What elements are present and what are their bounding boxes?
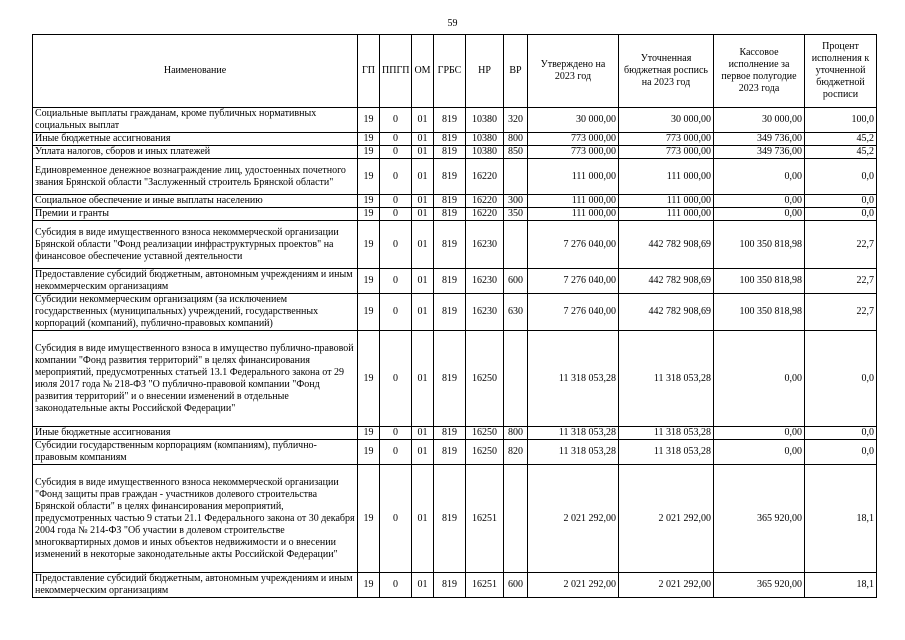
row-ppgp: 0 xyxy=(380,195,412,208)
header-grbs: ГРБС xyxy=(434,35,466,108)
row-approved: 2 021 292,00 xyxy=(528,573,619,598)
row-np: 10380 xyxy=(466,146,504,159)
row-np: 16251 xyxy=(466,573,504,598)
row-vr: 800 xyxy=(504,133,528,146)
row-grbs: 819 xyxy=(434,427,466,440)
table-row xyxy=(33,159,877,195)
table-row xyxy=(33,195,877,208)
row-approved: 2 021 292,00 xyxy=(528,465,619,573)
row-grbs: 819 xyxy=(434,440,466,465)
header-ppgp: ППГП xyxy=(380,35,412,108)
row-np: 16220 xyxy=(466,195,504,208)
row-om: 01 xyxy=(412,221,434,269)
row-refined: 773 000,00 xyxy=(619,146,714,159)
row-percent: 22,7 xyxy=(805,269,877,294)
row-ppgp: 0 xyxy=(380,269,412,294)
row-gp: 19 xyxy=(358,221,380,269)
row-name: Предоставление субсидий бюджетным, автономным учреждениям и иным некоммерческим организациям xyxy=(33,269,358,294)
row-np: 16230 xyxy=(466,294,504,331)
row-percent: 0,0 xyxy=(805,440,877,465)
header-om: ОМ xyxy=(412,35,434,108)
row-name: Субсидии некоммерческим организациям (за исключением государственных (муниципальных) учреждений, государственных корпораций (компаний), публично-правовых компаний) xyxy=(33,294,358,331)
row-grbs: 819 xyxy=(434,208,466,221)
row-approved: 111 000,00 xyxy=(528,195,619,208)
row-name: Субсидия в виде имущественного взноса некоммерческой организации "Фонд защиты прав граждан - участников долевого строительства Брянской области" в целях финансирования мероприятий, предусмотренных частью 9 статьи 21.1 Федерального закона от 30 декабря 2004 года № 214-ФЗ "Об участии в долевом строительстве многоквартирных домов и иных объектов недвижимости и о внесении изменений в некоторые законодательные акты Российской Федерации" xyxy=(33,465,358,573)
table-row xyxy=(33,440,877,465)
row-np: 10380 xyxy=(466,108,504,133)
row-om: 01 xyxy=(412,573,434,598)
row-grbs: 819 xyxy=(434,465,466,573)
row-om: 01 xyxy=(412,294,434,331)
header-vr: ВР xyxy=(504,35,528,108)
row-refined: 442 782 908,69 xyxy=(619,221,714,269)
row-approved: 773 000,00 xyxy=(528,133,619,146)
row-gp: 19 xyxy=(358,331,380,427)
row-grbs: 819 xyxy=(434,133,466,146)
row-om: 01 xyxy=(412,427,434,440)
table-row xyxy=(33,269,877,294)
row-cash: 349 736,00 xyxy=(714,133,805,146)
row-gp: 19 xyxy=(358,573,380,598)
row-percent: 45,2 xyxy=(805,146,877,159)
table-row xyxy=(33,294,877,331)
row-cash: 365 920,00 xyxy=(714,573,805,598)
row-vr: 820 xyxy=(504,440,528,465)
table-row xyxy=(33,573,877,598)
row-percent: 22,7 xyxy=(805,221,877,269)
table-row xyxy=(33,133,877,146)
row-percent: 0,0 xyxy=(805,208,877,221)
row-refined: 111 000,00 xyxy=(619,208,714,221)
table-row xyxy=(33,146,877,159)
row-grbs: 819 xyxy=(434,221,466,269)
row-gp: 19 xyxy=(358,108,380,133)
header-approved: Утверждено на 2023 год xyxy=(528,35,619,108)
row-np: 16251 xyxy=(466,465,504,573)
row-np: 16250 xyxy=(466,427,504,440)
row-ppgp: 0 xyxy=(380,573,412,598)
row-name: Социальное обеспечение и иные выплаты населению xyxy=(33,195,358,208)
row-ppgp: 0 xyxy=(380,331,412,427)
row-vr: 320 xyxy=(504,108,528,133)
row-percent: 0,0 xyxy=(805,427,877,440)
row-np: 16250 xyxy=(466,440,504,465)
header-refined: Уточненная бюджетная роспись на 2023 год xyxy=(619,35,714,108)
row-gp: 19 xyxy=(358,208,380,221)
row-grbs: 819 xyxy=(434,573,466,598)
budget-table xyxy=(32,34,877,598)
table-row xyxy=(33,427,877,440)
header-percent: Процент исполнения к уточненной бюджетной росписи xyxy=(805,35,877,108)
row-om: 01 xyxy=(412,146,434,159)
row-np: 16220 xyxy=(466,208,504,221)
page-number: 59 xyxy=(447,18,458,29)
row-refined: 111 000,00 xyxy=(619,195,714,208)
row-ppgp: 0 xyxy=(380,294,412,331)
row-name: Уплата налогов, сборов и иных платежей xyxy=(33,146,358,159)
row-om: 01 xyxy=(412,208,434,221)
table-row xyxy=(33,208,877,221)
row-cash: 100 350 818,98 xyxy=(714,269,805,294)
row-np: 16230 xyxy=(466,269,504,294)
row-gp: 19 xyxy=(358,195,380,208)
row-name: Социальные выплаты гражданам, кроме публичных нормативных социальных выплат xyxy=(33,108,358,133)
row-ppgp: 0 xyxy=(380,221,412,269)
row-grbs: 819 xyxy=(434,159,466,195)
row-name: Премии и гранты xyxy=(33,208,358,221)
row-om: 01 xyxy=(412,465,434,573)
row-approved: 30 000,00 xyxy=(528,108,619,133)
row-om: 01 xyxy=(412,195,434,208)
row-approved: 111 000,00 xyxy=(528,159,619,195)
row-approved: 7 276 040,00 xyxy=(528,269,619,294)
row-cash: 349 736,00 xyxy=(714,146,805,159)
row-refined: 11 318 053,28 xyxy=(619,427,714,440)
row-om: 01 xyxy=(412,108,434,133)
row-om: 01 xyxy=(412,269,434,294)
row-grbs: 819 xyxy=(434,108,466,133)
row-grbs: 819 xyxy=(434,195,466,208)
row-name: Субсидия в виде имущественного взноса в имущество публично-правовой компании "Фонд развития территорий" в целях финансирования мероприятий, предусмотренных статьей 13.1 Федерального закона от 29 июля 2017 года № 218-ФЗ "О публично-правовой компании "Фонд развития территорий" и о внесении изменений в отдельные законодательные акты Российской Федерации" xyxy=(33,331,358,427)
row-om: 01 xyxy=(412,159,434,195)
table-row xyxy=(33,221,877,269)
row-om: 01 xyxy=(412,331,434,427)
row-percent: 100,0 xyxy=(805,108,877,133)
row-ppgp: 0 xyxy=(380,208,412,221)
row-cash: 0,00 xyxy=(714,440,805,465)
row-percent: 0,0 xyxy=(805,159,877,195)
row-np: 10380 xyxy=(466,133,504,146)
row-refined: 30 000,00 xyxy=(619,108,714,133)
row-cash: 30 000,00 xyxy=(714,108,805,133)
header-gp: ГП xyxy=(358,35,380,108)
row-cash: 100 350 818,98 xyxy=(714,294,805,331)
table-row xyxy=(33,331,877,427)
row-vr: 600 xyxy=(504,269,528,294)
row-percent: 0,0 xyxy=(805,331,877,427)
row-ppgp: 0 xyxy=(380,440,412,465)
row-name: Субсидия в виде имущественного взноса некоммерческой организации Брянской области "Фонд реализации инфраструктурных проектов" на финансовое обеспечение уставной деятельности xyxy=(33,221,358,269)
row-np: 16230 xyxy=(466,221,504,269)
row-refined: 11 318 053,28 xyxy=(619,440,714,465)
row-cash: 0,00 xyxy=(714,195,805,208)
row-vr: 350 xyxy=(504,208,528,221)
row-name: Единовременное денежное вознаграждение лиц, удостоенных почетного звания Брянской области "Заслуженный строитель Брянской области" xyxy=(33,159,358,195)
row-vr xyxy=(504,465,528,573)
row-vr xyxy=(504,159,528,195)
row-approved: 11 318 053,28 xyxy=(528,427,619,440)
row-np: 16220 xyxy=(466,159,504,195)
row-gp: 19 xyxy=(358,146,380,159)
row-grbs: 819 xyxy=(434,294,466,331)
row-np: 16250 xyxy=(466,331,504,427)
row-approved: 7 276 040,00 xyxy=(528,221,619,269)
row-refined: 11 318 053,28 xyxy=(619,331,714,427)
table-body xyxy=(33,108,877,598)
row-cash: 365 920,00 xyxy=(714,465,805,573)
row-ppgp: 0 xyxy=(380,146,412,159)
row-approved: 111 000,00 xyxy=(528,208,619,221)
header-cash: Кассовое исполнение за первое полугодие 2023 года xyxy=(714,35,805,108)
row-vr xyxy=(504,331,528,427)
row-name: Предоставление субсидий бюджетным, автономным учреждениям и иным некоммерческим организациям xyxy=(33,573,358,598)
row-grbs: 819 xyxy=(434,146,466,159)
row-gp: 19 xyxy=(358,465,380,573)
header-row xyxy=(33,35,877,108)
row-cash: 0,00 xyxy=(714,331,805,427)
row-gp: 19 xyxy=(358,440,380,465)
row-name: Иные бюджетные ассигнования xyxy=(33,427,358,440)
row-vr: 600 xyxy=(504,573,528,598)
row-approved: 773 000,00 xyxy=(528,146,619,159)
row-ppgp: 0 xyxy=(380,465,412,573)
row-cash: 0,00 xyxy=(714,208,805,221)
row-percent: 0,0 xyxy=(805,195,877,208)
row-refined: 2 021 292,00 xyxy=(619,465,714,573)
row-vr: 850 xyxy=(504,146,528,159)
row-cash: 0,00 xyxy=(714,159,805,195)
row-approved: 7 276 040,00 xyxy=(528,294,619,331)
row-refined: 111 000,00 xyxy=(619,159,714,195)
row-vr xyxy=(504,221,528,269)
row-om: 01 xyxy=(412,440,434,465)
row-approved: 11 318 053,28 xyxy=(528,331,619,427)
header-name: Наименование xyxy=(33,35,358,108)
row-refined: 773 000,00 xyxy=(619,133,714,146)
row-percent: 18,1 xyxy=(805,465,877,573)
row-gp: 19 xyxy=(358,427,380,440)
row-grbs: 819 xyxy=(434,331,466,427)
row-gp: 19 xyxy=(358,294,380,331)
table-row xyxy=(33,465,877,573)
row-ppgp: 0 xyxy=(380,159,412,195)
row-om: 01 xyxy=(412,133,434,146)
row-percent: 18,1 xyxy=(805,573,877,598)
row-cash: 100 350 818,98 xyxy=(714,221,805,269)
row-ppgp: 0 xyxy=(380,427,412,440)
row-cash: 0,00 xyxy=(714,427,805,440)
row-name: Субсидии государственным корпорациям (компаниям), публично-правовым компаниям xyxy=(33,440,358,465)
row-percent: 22,7 xyxy=(805,294,877,331)
row-ppgp: 0 xyxy=(380,108,412,133)
table-row xyxy=(33,108,877,133)
row-name: Иные бюджетные ассигнования xyxy=(33,133,358,146)
row-gp: 19 xyxy=(358,269,380,294)
row-refined: 442 782 908,69 xyxy=(619,269,714,294)
row-grbs: 819 xyxy=(434,269,466,294)
row-vr: 800 xyxy=(504,427,528,440)
row-gp: 19 xyxy=(358,159,380,195)
row-ppgp: 0 xyxy=(380,133,412,146)
row-approved: 11 318 053,28 xyxy=(528,440,619,465)
row-vr: 630 xyxy=(504,294,528,331)
row-refined: 2 021 292,00 xyxy=(619,573,714,598)
row-percent: 45,2 xyxy=(805,133,877,146)
row-gp: 19 xyxy=(358,133,380,146)
row-vr: 300 xyxy=(504,195,528,208)
row-refined: 442 782 908,69 xyxy=(619,294,714,331)
header-np: НР xyxy=(466,35,504,108)
